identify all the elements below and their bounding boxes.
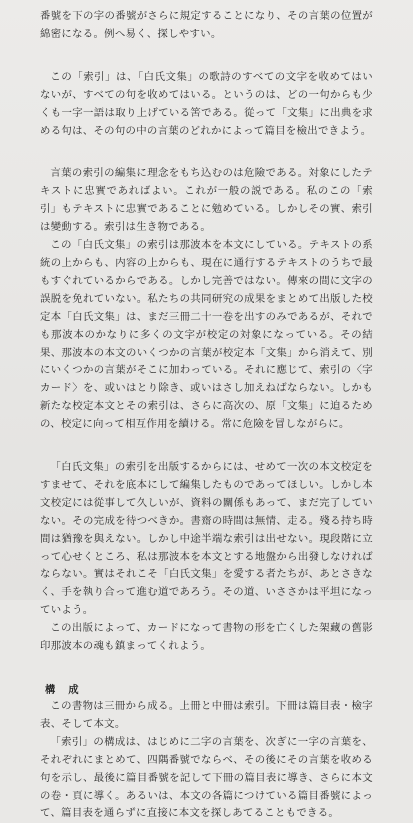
paragraph: 「索引」の構成は、はじめに二字の言葉を、次ぎに一字の言葉を、それぞれにまとめて、四隅番號でならべ、その後にその言葉を收める句を示し、最後に篇目番號を記して下冊の篇目表に導き、さらに本文の卷・頁に導く。あるいは、本文の各篇につけている篇目番號によって、篇目表を通らずに直接に本文を探しあてることもできる。 bbox=[40, 735, 373, 820]
paragraph: この書物は三冊から成る。上冊と中冊は索引。下冊は篇目表・檢字表、そして本文。 bbox=[40, 700, 373, 730]
paragraph: この「白氏文集」の索引は那波本を本文にしている。テキストの系統の上からも、内容の上からも、現在に通行するテキストのうちで最もすぐれているからである。しかし完善ではない。傳來の間に文字の誤脱を免れていない。私たちの共同研究の成果をまとめて出版した校定本「白氏文集」は、まだ三冊二十一卷を出すのみであるが、それでも那波本のかなりに多くの文字が校定の対象になっている。その結果、那波本の本文のいくつかの言葉が校定本「文集」から消えて、別にいくつかの言葉がそこに加わっている。それに應じて、索引の〈字カード〉を、或いはとり除き、或いはさし加えねばならない。しかも新たな校定本文とその索引は、さらに高次の、原「文集」に迫るための、校定に向って相互作用を續ける。常に危險を冒しながらに。 bbox=[40, 239, 373, 431]
paragraph: 「白氏文集」の索引を出版するからには、せめて一次の本文校定をすませて、それを底本にして編集したものであってほしい。しかし本文校定には從事して久しいが、資料の關係もあって、まだ完了していない。その完成を待つべきか。書齋の時間は無情、走る。殘る持ち時間は猶豫を與えない。しかし中途半端な索引は出せない。現段階に立って心せくところ、私は那波本を本文とする地盤から出發しなければならない。實はそれこそ「白氏文集」を愛する者たちが、あとさきなく、手を執り合って進む道であろう。その道、いささかは平坦になっていよう。 bbox=[40, 461, 373, 617]
paragraph: この出版によって、カードになって書物の形を亡くした架藏の舊影印那波本の魂も鎮まってくれよう。 bbox=[40, 622, 373, 653]
paragraph: 言葉の索引の編集に理念をもち込むのは危險である。対象にしたテキストに忠實であればよい。これが一般の説である。私のこの「索引」もテキストに忠實であることに勉めている。しかしその實、索引は變動する。索引は生き物である。 bbox=[40, 167, 373, 234]
paragraph: この「索引」は、「白氏文集」の歌詩のすべての文字を收めてはいないが、すべての句を收めてはいる。というのは、どの一句からも少くも一字一語は取り上げている筈である。從って「文集」に出典を求める句は、その句の中の言葉のどれかによって篇目を檢出できよう。 bbox=[40, 70, 373, 137]
section-heading: 構 成 bbox=[45, 685, 81, 696]
paragraph: 番號を下の字の番號がさらに規定することになり、その言葉の位置が綿密になる。例へ易く、探しやすい。 bbox=[40, 10, 373, 40]
